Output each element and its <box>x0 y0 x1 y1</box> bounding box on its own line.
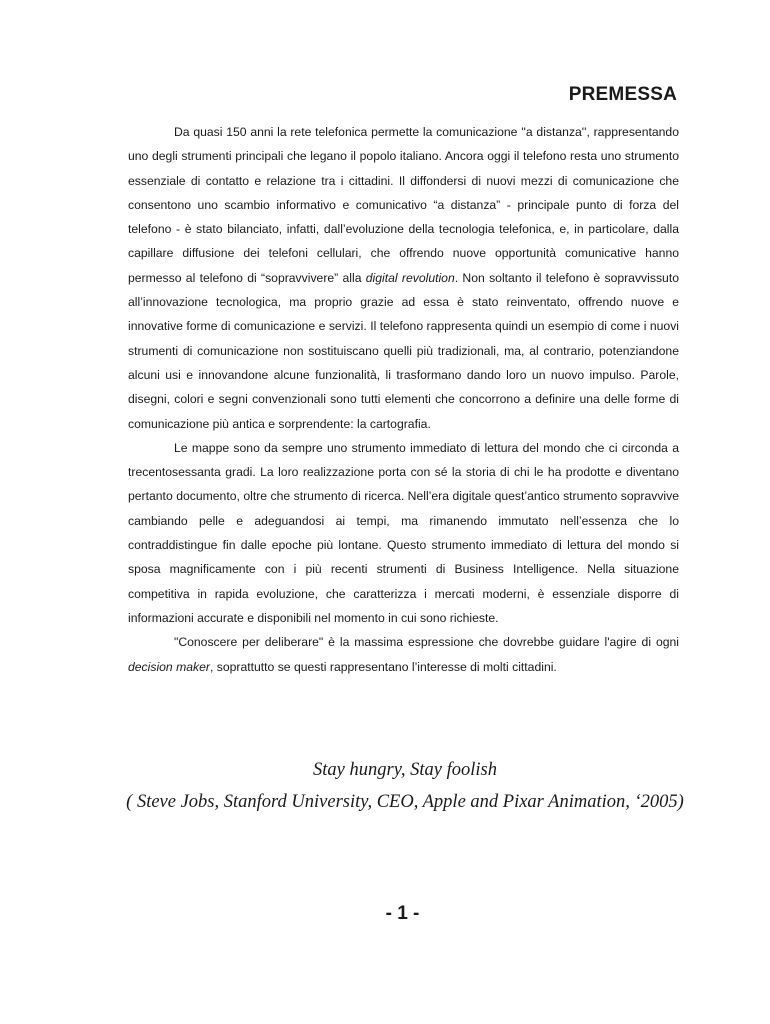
quote-attribution: ( Steve Jobs, Stanford University, CEO, Apple and Pixar Animation, ‘2005) <box>126 792 684 812</box>
paragraph-1-text-b: . Non soltanto il telefono è sopravvissuto all’innovazione tecnologica, ma proprio grazie ad essa è stato reinventato, offrendo nuove e innovative forme di comunicazione e servizi. Il telefono rappresenta quindi un esempio di come i nuovi strumenti di comunicazione non sostituiscano quelli più tradizionali, ma, al contrario, potenziandone alcuni usi e innovandone alcune funzionalità, li trasformano dando loro un nuovo impulso. Parole, disegni, colori e segni convenzionali sono tutti elementi che concorrono a definire una delle forme di comunicazione più antica e sorprendente: la cartografia. <box>128 270 679 431</box>
paragraph-3-text-a: "Conoscere per deliberare" è la massima espressione che dovrebbe guidare l'agire di ogni <box>174 635 679 650</box>
paragraph-1 <box>128 120 679 436</box>
paragraph-3 <box>128 630 679 679</box>
page-title: PREMESSA <box>568 84 677 105</box>
body-text <box>128 120 679 679</box>
quote-text: Stay hungry, Stay foolish <box>313 760 497 780</box>
paragraph-1-text-a: Da quasi 150 anni la rete telefonica permette la comunicazione ''a distanza'', rappresentando uno degli strumenti principali che legano il popolo italiano. Ancora oggi il telefono resta uno strumento essenziale di contatto e relazione tra i cittadini. Il diffondersi di nuovi mezzi di comunicazione che consentono uno scambio informativo e comunicativo “a distanza” - principale punto di forza del telefono - è stato bilanciato, infatti, dall’evoluzione della tecnologia telefonica, e, in particolare, dalla capillare diffusione dei telefoni cellulari, che offrendo nuove opportunità comunicative hanno permesso al telefono di “sopravvivere” alla <box>128 125 679 285</box>
page-number: - 1 - <box>385 903 420 924</box>
paragraph-3-italic-term: decision maker <box>128 659 210 674</box>
paragraph-3-text-b: , soprattutto se questi rappresentano l’interesse di molti cittadini. <box>209 659 557 674</box>
paragraph-2-text: Le mappe sono da sempre uno strumento immediato di lettura del mondo che ci circonda a trecentosessanta gradi. La loro realizzazione porta con sé la storia di chi le ha prodotte e diventano pertanto documento, oltre che strumento di ricerca. Nell’era digitale quest’antico strumento sopravvive cambiando pelle e adeguandosi ai tempi, ma rimanendo immutato nell’essenza che lo contraddistingue fin dalle epoche più lontane. Questo strumento immediato di lettura del mondo si sposa magnificamente con i più recenti strumenti di Business Intelligence. Nella situazione competitiva in rapida evoluzione, che caratterizza i mercati moderni, è essenziale disporre di informazioni accurate e disponibili nel momento in cui sono richieste. <box>128 440 679 625</box>
paragraph-1-italic-term: digital revolution <box>365 270 455 285</box>
paragraph-2 <box>128 436 679 630</box>
